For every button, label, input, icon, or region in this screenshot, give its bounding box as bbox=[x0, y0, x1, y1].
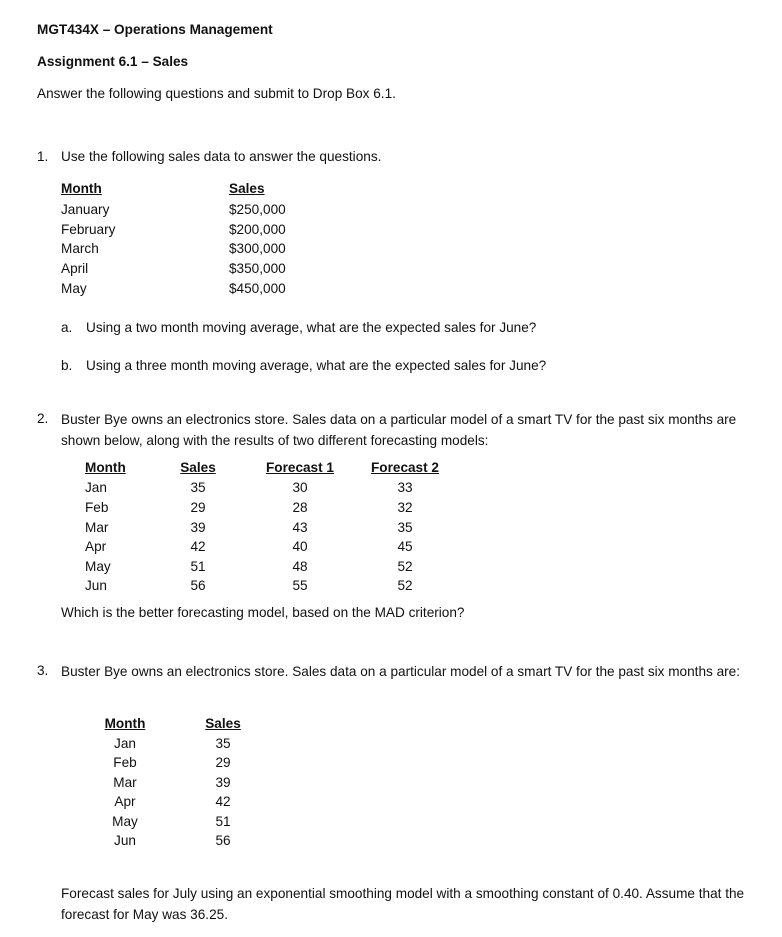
q1-sales-cell: $300,000 bbox=[229, 241, 286, 256]
q2-month-cell: Jan bbox=[85, 480, 107, 495]
q2-sales-cell: 42 bbox=[190, 539, 206, 554]
q2-month-cell: Apr bbox=[85, 539, 107, 554]
q3-header-sales: Sales bbox=[205, 716, 241, 731]
q1-sales-cell: $450,000 bbox=[229, 281, 286, 296]
q3-sales-cell: 42 bbox=[215, 794, 231, 809]
q3-sales-cell: 56 bbox=[215, 833, 231, 848]
q2-forecast2-cell: 52 bbox=[397, 578, 413, 593]
q2-number: 2. bbox=[37, 411, 49, 426]
q3-question: Forecast sales for July using an exponential smoothing model with a smoothing constant of 0.40. Assume that the forecast for May was 36.25. bbox=[61, 886, 745, 922]
q2-sales-cell: 39 bbox=[190, 520, 206, 535]
q1-prompt: Use the following sales data to answer the questions. bbox=[61, 149, 382, 164]
q2-forecast1-cell: 43 bbox=[292, 520, 308, 535]
q2-month-cell: Mar bbox=[85, 520, 109, 535]
q2-sales-cell: 35 bbox=[190, 480, 206, 495]
q2-header-sales: Sales bbox=[180, 460, 216, 475]
q2-forecast2-cell: 52 bbox=[397, 559, 413, 574]
q2-forecast1-cell: 30 bbox=[292, 480, 308, 495]
q1-header-month: Month bbox=[61, 181, 102, 196]
q2-month-cell: Feb bbox=[85, 500, 109, 515]
q1-header-sales: Sales bbox=[229, 181, 265, 196]
q2-month-cell: Jun bbox=[85, 578, 107, 593]
q2-header-forecast-2: Forecast 2 bbox=[370, 460, 439, 475]
assignment-title: Assignment 6.1 – Sales bbox=[37, 54, 189, 69]
q2-sales-cell: 56 bbox=[190, 578, 206, 593]
course-title: MGT434X – Operations Management bbox=[37, 22, 273, 37]
q2-forecast1-cell: 55 bbox=[292, 578, 308, 593]
q1-month-cell: January bbox=[61, 202, 110, 217]
q3-sales-cell: 51 bbox=[215, 814, 231, 829]
q2-question: Which is the better forecasting model, based on the MAD criterion? bbox=[61, 605, 465, 620]
q2-month-cell: May bbox=[85, 559, 111, 574]
q1-number: 1. bbox=[37, 149, 49, 164]
q3-month-cell: May bbox=[112, 814, 138, 829]
q3-month-cell: Mar bbox=[113, 775, 137, 790]
q2-header-month: Month bbox=[85, 460, 126, 475]
q1-month-cell: April bbox=[61, 261, 89, 276]
q3-month-cell: Feb bbox=[113, 755, 137, 770]
q1-b-text: Using a three month moving average, what are the expected sales for June? bbox=[86, 358, 547, 373]
q3-month-cell: Apr bbox=[114, 794, 136, 809]
q2-header-forecast-1: Forecast 1 bbox=[265, 460, 334, 475]
q3-month-cell: Jun bbox=[114, 833, 136, 848]
q2-forecast2-cell: 35 bbox=[397, 520, 413, 535]
instructions: Answer the following questions and submit to Drop Box 6.1. bbox=[37, 86, 396, 101]
q2-sales-cell: 51 bbox=[190, 559, 206, 574]
q1-sales-cell: $250,000 bbox=[229, 202, 286, 217]
q2-forecast1-cell: 48 bbox=[292, 559, 308, 574]
q1-month-cell: February bbox=[61, 222, 116, 237]
q3-prompt: Buster Bye owns an electronics store. Sales data on a particular model of a smart TV for the past six months are: bbox=[61, 664, 741, 679]
q3-header-month: Month bbox=[104, 716, 146, 731]
q2-forecast2-cell: 45 bbox=[397, 539, 413, 554]
q2-forecast1-cell: 28 bbox=[292, 500, 308, 515]
q1-month-cell: May bbox=[61, 281, 87, 296]
q2-forecast2-cell: 32 bbox=[397, 500, 413, 515]
q3-sales-cell: 29 bbox=[215, 755, 231, 770]
q3-sales-cell: 35 bbox=[215, 736, 231, 751]
q1-sales-cell: $200,000 bbox=[229, 222, 286, 237]
q1-b-label: b. bbox=[61, 358, 73, 373]
q2-forecast1-cell: 40 bbox=[292, 539, 308, 554]
q1-month-cell: March bbox=[61, 241, 99, 256]
q1-a-label: a. bbox=[61, 320, 73, 335]
q3-sales-cell: 39 bbox=[215, 775, 231, 790]
q1-sales-cell: $350,000 bbox=[229, 261, 286, 276]
q1-a-text: Using a two month moving average, what are the expected sales for June? bbox=[86, 320, 537, 335]
q3-month-cell: Jan bbox=[114, 736, 136, 751]
q2-prompt: Buster Bye owns an electronics store. Sales data on a particular model of a smart TV for the past six months are shown below, along with the results of two different forecasting models: bbox=[61, 412, 737, 448]
q2-sales-cell: 29 bbox=[190, 500, 206, 515]
q2-forecast2-cell: 33 bbox=[397, 480, 413, 495]
q3-number: 3. bbox=[37, 663, 49, 678]
